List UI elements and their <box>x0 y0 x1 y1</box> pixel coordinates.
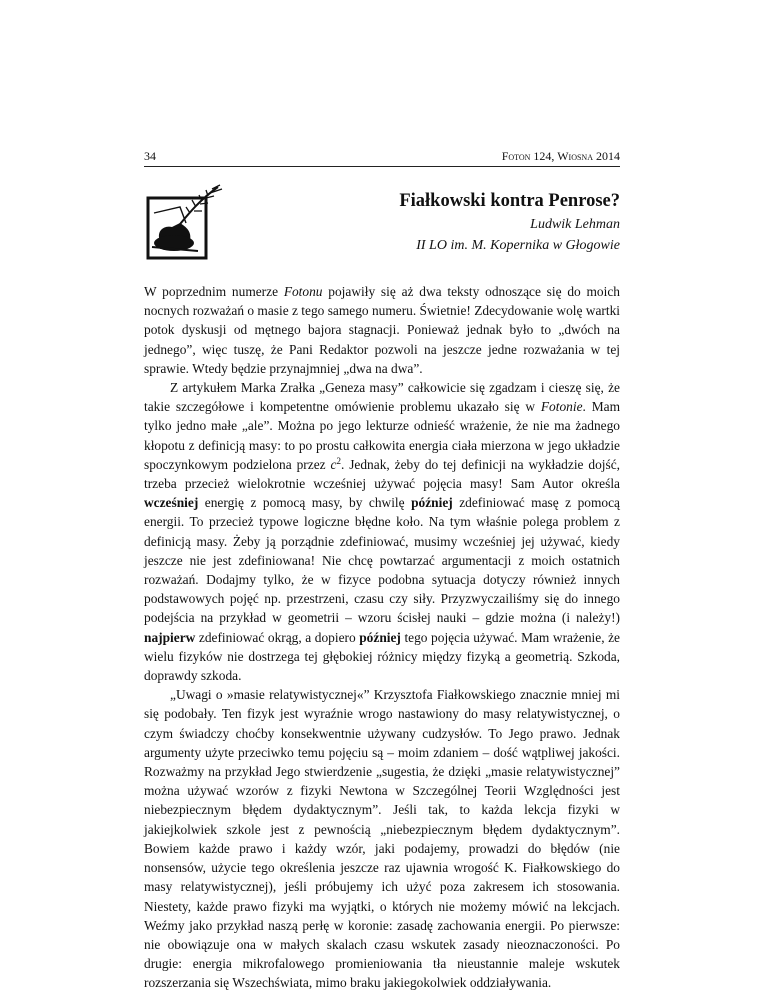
page <box>144 0 620 994</box>
paragraph-3: „Uwagi o »masie relatywistycznej«” Krzysztofa Fiałkowskiego znacznie mniej mi się podobały. Ten fizyk jest wyraźnie wrogo nastawiony do masy relatywistycznej, o czym świadczy choćby konsekwentnie używany cudzysłów. To Jego prawo. Jednak argumenty użyte przeciwko temu pojęciu są – moim zdaniem – dość wątpliwej jakości. Rozważmy na przykład Jego stwierdzenie „sugestia, że dzięki „masie relatywistycznej” można używać wzorów z fizyki Newtona w Szczególnej Teorii Względności jest niebezpiecznym błędem dydaktycznym”. Jeśli tak, to każda lekcja fizyki w jakiejkolwiek szkole jest z pewnością „niebezpiecznym błędem dydaktycznym”. Bowiem każde prawo i każdy wzór, jaki podajemy, prowadzi do błędów (nie nonsensów, użycie tego określenia jeszcze raz ujawnia wrogość K. Fiałkowskiego do masy relatywistycznej), jeśli próbujemy ich użyć poza zakresem ich stosowania. Niestety, każde prawo fizyki ma wyjątki, o których nie możemy mówić na lekcjach. Weźmy jako przykład naszą perłę w koronie: zasadę zachowania energii. Po pierwsze: nie obowiązuje ona w małych skalach czasu wskutek zasady nieoznaczoności. Po drugie: energia mikrofalowego promieniowania tła nieustannie maleje wskutek rozszerzania się Wszechświata, mimo braku jakiegokolwiek oddziaływania. <box>144 687 620 991</box>
running-title: Foton 124, Wiosna 2014 <box>501 149 620 163</box>
paragraph-2: Z artykułem Marka Zrałka „Geneza masy” całkowicie się zgadzam i cieszę się, że takie szczegółowe i kompetentne omówienie problemu ukazało się w Fotonie. Mam tylko jedno małe „ale”. Można po jego lekturze odnieść wrażenie, że nie ma żadnego kłopotu z definicją masy: to po prostu całkowita energia ciała mierzona w jego układzie spoczynkowym podzielona przez $c^2$. Jednak, żeby do tej definicji na wykładzie dojść, trzeba przecież wielokrotnie wcześniej używać pojęcia masy! Sam Autor określa wcześniej energię z pomocą masy, by chwilę później zdefiniować masę z pomocą energii. To przecież typowe logiczne błędne koło. Na tym właśnie polega problem z definicją masy. Żeby ją porządnie zdefiniować, musimy wcześniej jej używać, kiedy jeszcze nie jest zdefiniowana! Nie chcę powtarzać argumentacji z moich ostatnich rozważań. Dodajmy tylko, że w fizyce podobna sytuacja dotyczy również innych podstawowych pojęć np. przestrzeni, czasu czy siły. Przyzwyczailiśmy się do innego podejścia na przykład w geometrii – wzoru ścisłej nauki – gdzie można (i należy!) najpierw zdefiniować okrąg, a dopiero później tego pojęcia używać. Mam wrażenie, że wielu fizyków nie dostrzega tej głębokiej różnicy między fizyką a geometrią. Szkoda, doprawdy szkoda. <box>144 380 621 684</box>
author-affiliation: II LO im. M. Kopernika w Głogowie <box>416 238 620 253</box>
article-title: Fiałkowski kontra Penrose? <box>399 191 620 211</box>
article-body <box>144 282 620 993</box>
running-header <box>144 148 620 168</box>
paragraph-1: W poprzednim numerze Fotonu pojawiły się aż dwa teksty odnoszące się do moich nocnych rozważań o masie z tego samego numeru. Świetnie! Zdecydowanie wolę wartki potok dyskusji od mętnego bajora stagnacji. Ponieważ jednak było to „dwóch na jednego”, więc tuszę, że Pani Redaktor pozwoli na jeszcze jedne rozważania w tej sprawie. Wtedy będzie przynajmniej „dwa na dwa”. <box>144 284 620 376</box>
header-rule <box>144 166 620 167</box>
page-number: 34 <box>144 149 156 163</box>
article-author: Ludwik Lehman <box>530 217 620 232</box>
inkwell-quill-icon <box>146 183 226 263</box>
